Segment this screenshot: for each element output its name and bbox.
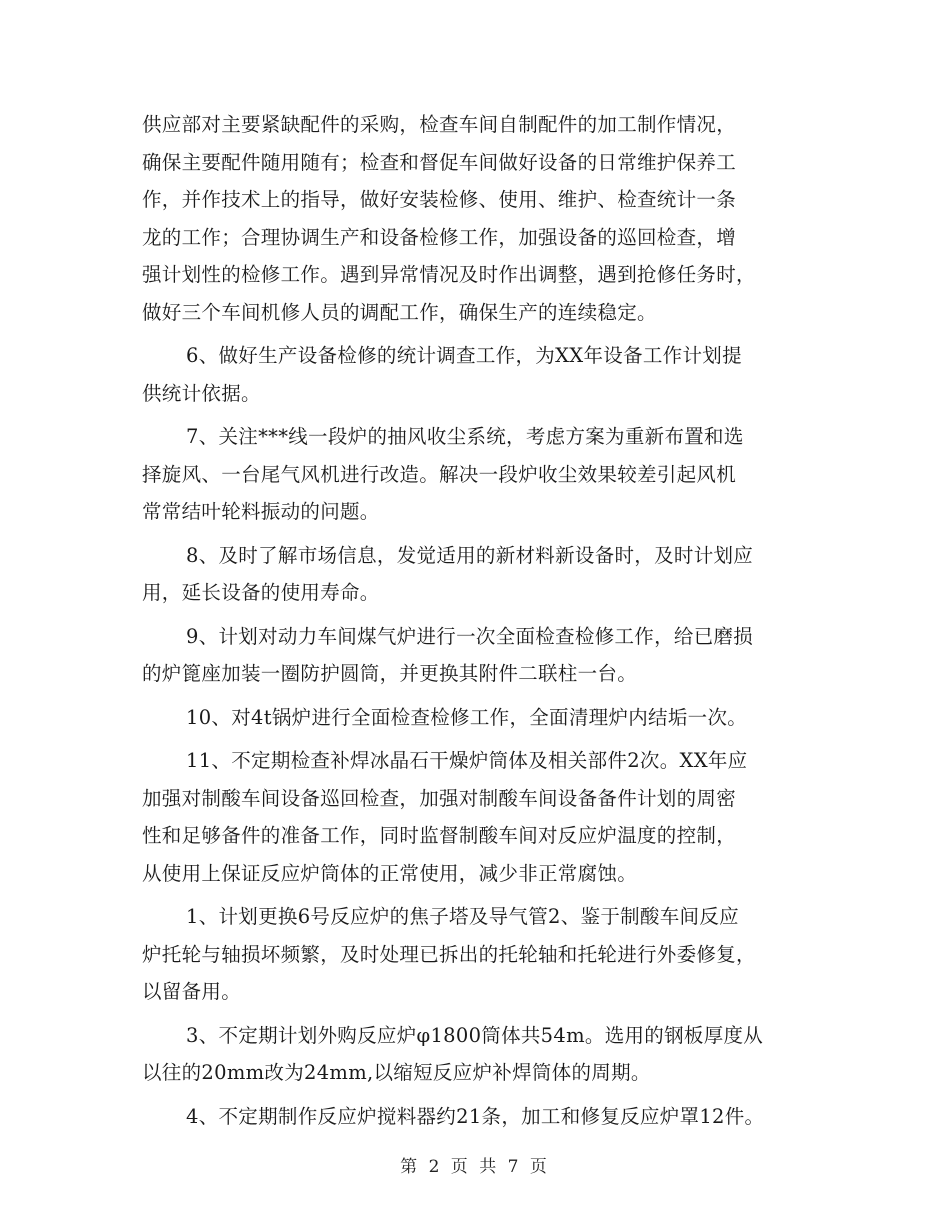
text-line: 4、不定期制作反应炉搅料器约21条，加工和修复反应炉罩12件。 xyxy=(186,1104,765,1128)
text-line: 作，并作技术上的指导，做好安装检修、使用、维护、检查统计一条 xyxy=(142,188,737,211)
text-line: 确保主要配件随用随有；检查和督促车间做好设备的日常维护保养工 xyxy=(142,150,737,174)
text-line: 加强对制酸车间设备巡回检查，加强对制酸车间设备备件计划的周密 xyxy=(142,786,737,810)
text-line: 1、计划更换6号反应炉的焦子塔及导气管2、鉴于制酸车间反应 xyxy=(186,905,739,928)
text-line: 6、做好生产设备检修的统计调查工作，为XX年设备工作计划提 xyxy=(186,344,742,367)
text-line: 以往的20mm改为24mm,以缩短反应炉补焊筒体的周期。 xyxy=(142,1061,651,1084)
text-line: 的炉篦座加装一圈防护圆筒，并更换其附件二联柱一台。 xyxy=(142,662,638,685)
text-line: 供应部对主要紧缺配件的采购，检查车间自制配件的加工制作情况， xyxy=(142,113,737,136)
text-line: 3、不定期计划外购反应炉φ1800筒体共54m。选用的钢板厚度从 xyxy=(186,1023,764,1047)
text-line: 10、对4t锅炉进行全面检查检修工作，全面清理炉内结垢一次。 xyxy=(186,705,748,729)
text-line: 11、不定期检查补焊冰晶石干燥炉筒体及相关部件2次。XX年应 xyxy=(186,749,748,772)
text-line: 择旋风、一台尾气风机进行改造。解决一段炉收尘效果较差引起风机 xyxy=(142,462,737,486)
text-line: 常常结叶轮料振动的问题。 xyxy=(142,500,380,523)
document-body xyxy=(142,106,822,1135)
text-line: 做好三个车间机修人员的调配工作，确保生产的连续稳定。 xyxy=(142,300,657,324)
page-number-footer: 第 2 页 共 7 页 xyxy=(400,1157,550,1177)
text-line: 性和足够备件的准备工作，同时监督制酸车间对反应炉温度的控制， xyxy=(142,824,737,847)
text-line: 从使用上保证反应炉筒体的正常使用，减少非正常腐蚀。 xyxy=(142,861,638,885)
text-line: 用，延长设备的使用寿命。 xyxy=(142,581,380,604)
text-line: 供统计依据。 xyxy=(142,381,261,405)
text-line: 7、关注***线一段炉的抽风收尘系统，考虑方案为重新布置和选 xyxy=(186,425,744,448)
text-line: 9、计划对动力车间煤气炉进行一次全面检查检修工作，给已磨损 xyxy=(186,624,754,648)
text-line: 以留备用。 xyxy=(142,980,242,1003)
text-line: 强计划性的检修工作。遇到异常情况及时作出调整，遇到抢修任务时， xyxy=(142,263,756,286)
text-line: 炉托轮与轴损坏频繁，及时处理已拆出的托轮轴和托轮进行外委修复， xyxy=(142,942,756,966)
text-line: 8、及时了解市场信息，发觉适用的新材料新设备时，及时计划应 xyxy=(186,543,754,567)
text-line: 龙的工作；合理协调生产和设备检修工作，加强设备的巡回检查，增 xyxy=(142,225,737,249)
